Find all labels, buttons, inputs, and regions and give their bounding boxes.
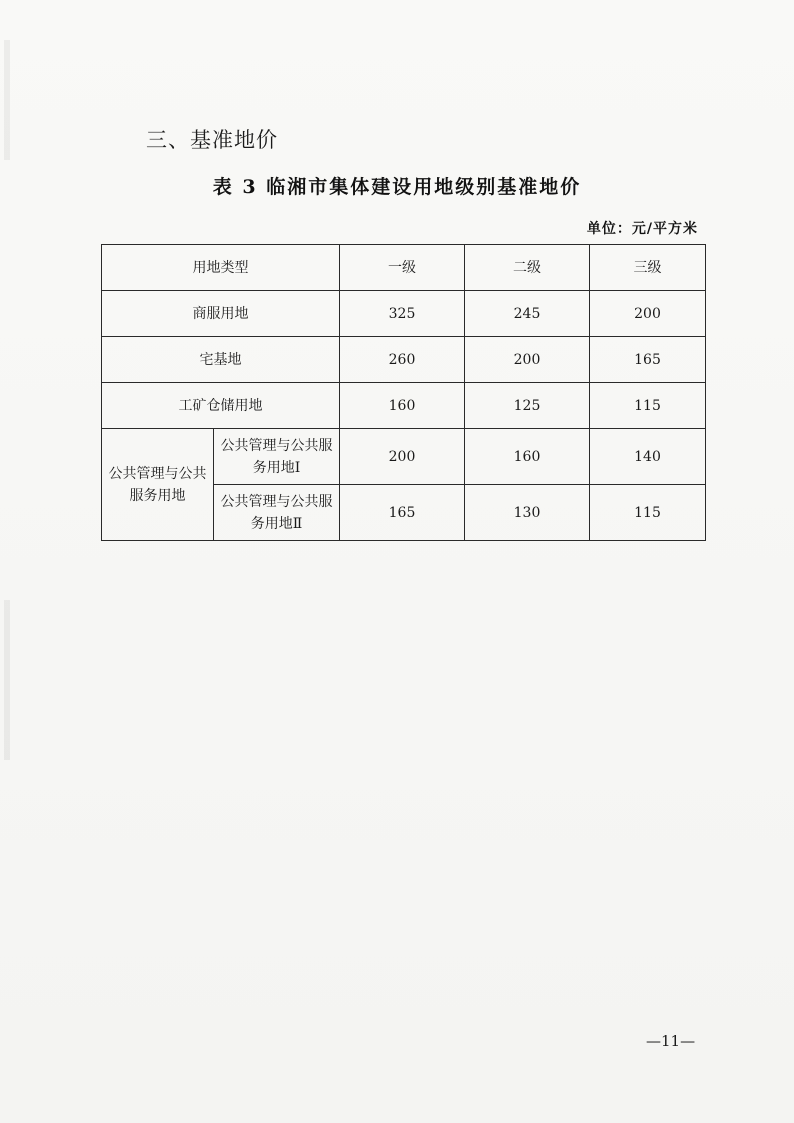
table-row — [102, 337, 706, 383]
row-grade-1-value: 260 — [340, 337, 465, 383]
row-grade-1-value: 160 — [340, 383, 465, 429]
row-land-type: 宅基地 — [102, 337, 340, 383]
table-row — [102, 291, 706, 337]
subrow-land-type: 公共管理与公共服务用地Ⅰ — [214, 429, 340, 485]
land-price-table — [101, 244, 706, 541]
row-grade-2-value: 245 — [465, 291, 590, 337]
header-grade-1: 一级 — [340, 245, 465, 291]
header-grade-2: 二级 — [465, 245, 590, 291]
subrow-grade-3-value: 140 — [590, 429, 706, 485]
table-title: 表 3 临湘市集体建设用地级别基准地价 — [212, 176, 582, 198]
row-grade-2-value: 125 — [465, 383, 590, 429]
row-grade-3-value: 165 — [590, 337, 706, 383]
subrow-grade-3-value: 115 — [590, 485, 706, 541]
row-land-type: 工矿仓储用地 — [102, 383, 340, 429]
header-land-type: 用地类型 — [102, 245, 340, 291]
page-number: —11— — [646, 1032, 696, 1050]
subrow-grade-1-value: 165 — [340, 485, 465, 541]
subrow-grade-2-value: 160 — [465, 429, 590, 485]
scan-edge-mark — [4, 600, 10, 760]
table-header-row — [102, 245, 706, 291]
row-grade-3-value: 115 — [590, 383, 706, 429]
subrow-grade-1-value: 200 — [340, 429, 465, 485]
subrow-land-type: 公共管理与公共服务用地Ⅱ — [214, 485, 340, 541]
table-row — [102, 429, 706, 485]
row-grade-2-value: 200 — [465, 337, 590, 383]
scan-edge-mark — [4, 40, 10, 160]
row-grade-1-value: 325 — [340, 291, 465, 337]
group-land-type: 公共管理与公共服务用地 — [102, 429, 214, 541]
row-land-type: 商服用地 — [102, 291, 340, 337]
subrow-grade-2-value: 130 — [465, 485, 590, 541]
unit-note: 单位：元/平方米 — [586, 221, 698, 237]
section-heading: 三、基准地价 — [146, 128, 278, 152]
table-row — [102, 383, 706, 429]
header-grade-3: 三级 — [590, 245, 706, 291]
row-grade-3-value: 200 — [590, 291, 706, 337]
